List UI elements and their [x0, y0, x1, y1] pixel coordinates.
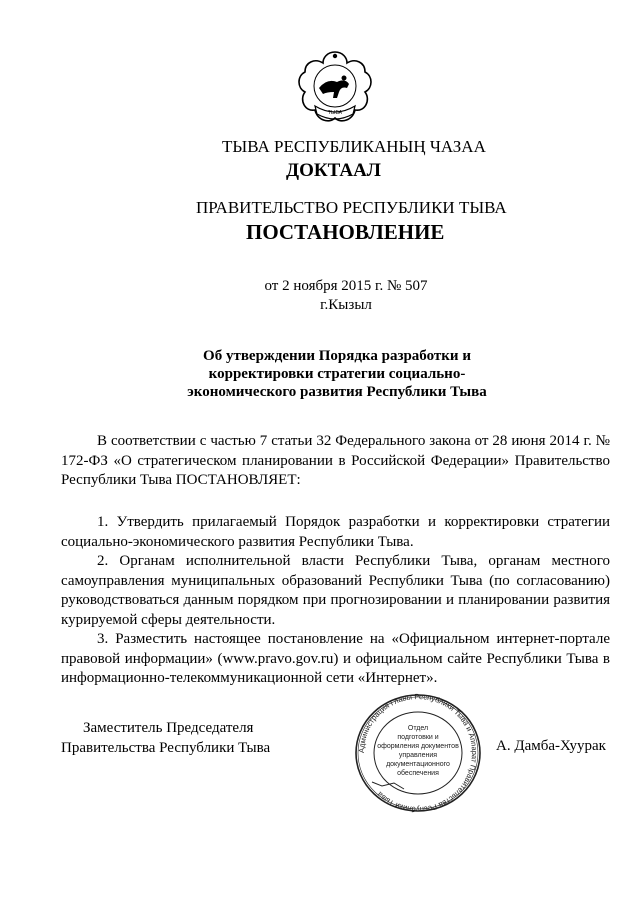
stamp-ring-text: Администрация Главы Республики Тыва и Аппарат Правительства Республики Тыва	[356, 691, 480, 815]
signatory-name: А. Дамба-Хуурак	[496, 738, 606, 754]
header-resolution: ПОСТАНОВЛЕНИЕ	[246, 220, 445, 244]
title-line: экономического развития Республики Тыва	[187, 384, 487, 400]
resolution-item: 1. Утвердить прилагаемый Порядок разработки и корректировки стратегии социально-экономического развития Республики Тыва.	[61, 514, 610, 550]
official-stamp	[342, 690, 494, 816]
stamp-inner-line: оформления документов	[377, 743, 459, 750]
header-tyva-republic: ТЫВА РЕСПУБЛИКАНЫҢ ЧАЗАА	[222, 137, 486, 156]
stamp-inner-line: подготовки и	[397, 734, 439, 741]
signature-position	[61, 718, 270, 758]
document-date: от 2 ноября 2015 г. № 507	[264, 278, 428, 294]
header-doktaal: ДОКТААЛ	[286, 160, 381, 181]
document-city: г.Кызыл	[320, 297, 372, 313]
stamp-inner-line: управления	[398, 752, 438, 759]
resolution-item: 3. Разместить настоящее постановление на «Официальном интернет-портале правовой информации» (www.pravo.gov.ru) и официальном сайте Республики Тыва в информационно-телекоммуникационной сети «Интернет».	[61, 631, 610, 686]
signature-position-line: Правительства Республики Тыва	[61, 740, 271, 756]
document-title	[150, 347, 524, 401]
emblem-label: ТЫВА	[328, 110, 342, 116]
stamp-inner-line: документационного	[386, 761, 450, 768]
intro-paragraph: В соответствии с частью 7 статьи 32 Федерального закона от 28 июня 2014 г. № 172-ФЗ «О стратегическом планировании в Российской Федерации» Правительство Республики Тыва ПОСТАНОВЛЯЕТ:	[61, 433, 610, 488]
resolution-items	[61, 513, 610, 689]
emblem-icon	[297, 48, 373, 132]
stamp-inner-line: обеспечения	[397, 770, 439, 777]
title-line: Об утверждении Порядка разработки и	[203, 348, 471, 364]
signature-position-line: Заместитель Председателя	[83, 720, 254, 736]
resolution-item: 2. Органам исполнительной власти Республики Тыва, органам местного самоуправления муниципальных образований Республики Тыва (по согласованию) руководствоваться данным порядком при прогнозировании и планировании развития курируемой сферы деятельности.	[61, 553, 610, 628]
title-line: корректировки стратегии социально-	[208, 366, 466, 382]
header-government: ПРАВИТЕЛЬСТВО РЕСПУБЛИКИ ТЫВА	[196, 198, 507, 217]
stamp-inner-line: Отдел	[407, 725, 429, 732]
